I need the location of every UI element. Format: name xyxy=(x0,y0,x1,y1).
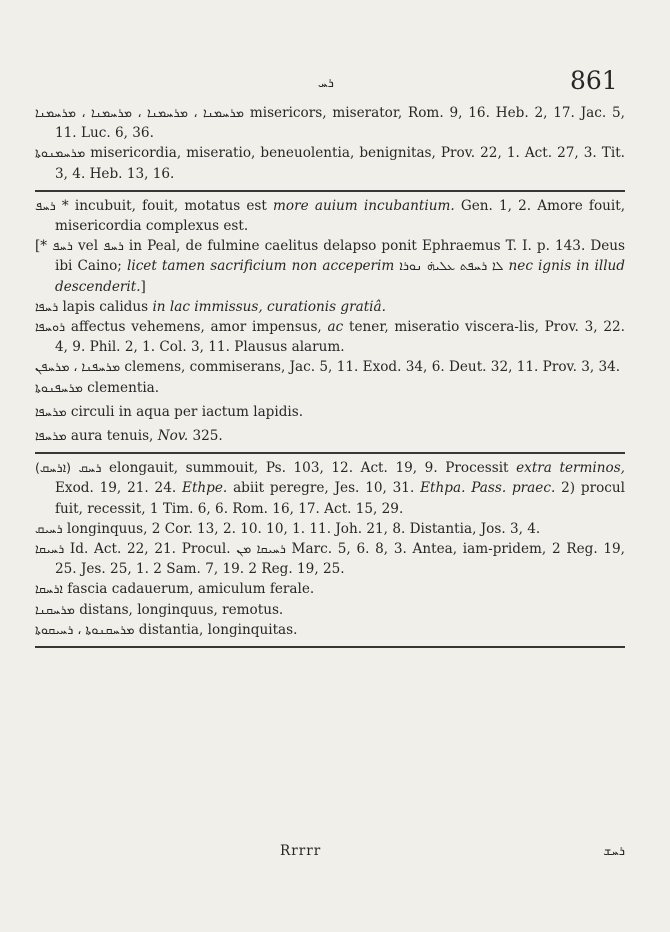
entry-definition: aura tenuis, xyxy=(66,428,158,445)
syriac-headword: ܪܘܚܦܐ xyxy=(35,319,66,335)
note-italic: nec ignis in illud descenderit. xyxy=(55,258,625,295)
entry-italic: Nov. xyxy=(157,428,189,445)
syriac-headword: ܡܪܚܦܢܘܬܐ xyxy=(35,379,83,395)
syriac-word: ܪܚܝܩܐ ܡܢ xyxy=(236,541,286,557)
entry-distantia xyxy=(35,620,625,640)
entry-definition: circuli in aqua per iactum lapidis. xyxy=(66,403,304,420)
page-number: 861 xyxy=(570,66,618,95)
syriac-headword: ܪܚܦ xyxy=(35,197,56,213)
entry-fascia xyxy=(35,579,625,599)
entry-italic: Ethpe. xyxy=(182,480,228,497)
catchword: ܪܚܫ xyxy=(603,843,625,858)
entry-note-ephraemus xyxy=(35,236,625,297)
entry-definition-cont: 325. xyxy=(188,428,223,445)
entry-definition-cont: Exod. 19, 21. 24. xyxy=(55,480,183,497)
entry-procul xyxy=(35,539,625,579)
syriac-headword: ܡܪܚܦܐ xyxy=(35,428,67,444)
entry-definition-cont: Gen. 1, 2. Amore fouit, misericordia complexus est. xyxy=(55,197,626,235)
entry-definition: distantia, longinquitas. xyxy=(134,621,298,638)
syriac-headword: ܡܪܚܩܢܘܬܐ ، ܪܚܝܩܘܬܐ xyxy=(35,621,135,637)
entry-definition: elongauit, summouit, Ps. 103, 12. Act. 19, 9. Processit xyxy=(101,460,517,477)
syriac-headword: ܡܪܚܦܐ xyxy=(35,403,67,419)
entry-italic: extra terminos, xyxy=(516,460,625,477)
entry-definition: affectus vehemens, amor impensus, xyxy=(65,319,328,336)
syriac-headword: ܪܚܝܩܐ xyxy=(35,541,65,557)
entry-italic: in lac immissus, curationis gratiâ. xyxy=(152,298,386,315)
syriac-word: ܪܚܦ xyxy=(52,238,73,254)
entry-definition: lapis calidus xyxy=(58,298,153,315)
page-content xyxy=(35,103,625,652)
entry-italic: Ethpa. Pass. praec. xyxy=(420,480,556,497)
entry-definition: fascia cadauerum, amiculum ferale. xyxy=(62,581,315,598)
syriac-word: ܪܚܦ xyxy=(103,238,124,254)
signature-mark: Rrrrr xyxy=(280,843,322,859)
running-header: ܪܚ xyxy=(318,75,334,90)
entry-distans xyxy=(35,600,625,620)
entry-definition: distans, longinquus, remotus. xyxy=(74,601,284,618)
syriac-headword: ܐܪܚܩܐ xyxy=(35,581,63,597)
note-open: [* xyxy=(35,238,53,255)
note-text: vel xyxy=(72,238,104,255)
entry-definition-cont: Marc. 5, 6. 8, 3. Antea, iam-pridem, 2 Reg. 19, 25. Jes. 25, 1. 2 Sam. 7, 19. 2 Reg. 19, 25. xyxy=(55,541,625,578)
note-italic: licet tamen sacrificium non acceperim xyxy=(127,258,395,275)
entry-lapis-calidus xyxy=(35,297,625,317)
syriac-headword: ܡܪܚܡܢܘܬܐ xyxy=(35,145,86,161)
entry-definition-cont: 2) procul fuit, recessit, 1 Tim. 6, 6. Rom. 16, 17. Act. 15, 29. xyxy=(55,480,626,517)
entry-definition: longinquus, 2 Cor. 13, 2. 10. 10, 1. 11. Joh. 21, 8. Distantia, Jos. 3, 4. xyxy=(62,520,541,537)
entry-definition: misericordia, miseratio, beneuolentia, benignitas, Prov. 22, 1. Act. 27, 3. Tit. 3, 4. Heb. 13, 16. xyxy=(55,145,625,182)
entry-longinquus xyxy=(35,519,625,539)
section-divider xyxy=(35,646,625,648)
entry-misericordia xyxy=(35,143,625,183)
entry-italic: more auium incubantium. xyxy=(273,197,455,214)
syriac-headword: ܡܪܚܦܢܐ ، ܡܪܚܦܢ xyxy=(35,359,121,375)
entry-circuli xyxy=(35,402,625,422)
entry-definition: misericors, miserator, Rom. 9, 16. Heb. 2, 17. Jac. 5, 11. Luc. 6, 36. xyxy=(55,105,625,142)
entry-incubuit xyxy=(35,196,625,236)
entry-italic: ac xyxy=(327,319,344,336)
syriac-headword: ܪܚܩ xyxy=(78,460,102,476)
entry-affectus xyxy=(35,317,625,357)
syriac-headword: ܡܪܚܡܢܐ ، ܡܪܚܡܢܐ ، ܡܪܚܡܢܐ ، ܡܪܚܡܢܐ xyxy=(35,105,244,120)
entry-definition: clemens, commiserans, Jac. 5, 11. Exod. 34, 6. Deut. 32, 11. Prov. 3, 34. xyxy=(120,359,621,376)
syriac-headword: (ܐܪܚܩ) xyxy=(35,460,72,476)
entry-aura-tenuis xyxy=(35,426,625,446)
entry-definition: * incubuit, fouit, motatus est xyxy=(61,197,274,214)
entry-definition: Id. Act. 22, 21. Procul. xyxy=(64,541,237,558)
note-close: ] xyxy=(140,278,146,295)
entry-elongauit xyxy=(35,458,625,519)
note-text: in Peal, de fulmine caelitus delapso ponit Ephraemus T. I. p. 143. Deus ibi Caino; xyxy=(55,238,626,275)
syriac-headword: ܪܚܦܐ xyxy=(35,298,59,314)
section-divider xyxy=(35,452,625,454)
syriac-quote: ܠܐ ܪܚܦܬ ܥܠܝܗ̇ ܢܘܪܐ xyxy=(399,258,504,274)
entry-clementia xyxy=(35,378,625,398)
entry-definition: clementia. xyxy=(82,379,160,396)
syriac-headword: ܪܚܝܩ xyxy=(35,520,63,536)
entry-definition-cont: tener, miseratio viscera-lis, Prov. 3, 22. 4, 9. Phil. 2, 1. Col. 3, 11. Plausus alarum. xyxy=(55,319,625,356)
entry-misericors xyxy=(35,103,625,143)
syriac-headword: ܡܪܚܩܢܐ xyxy=(35,601,75,617)
entry-clemens xyxy=(35,357,625,377)
section-divider xyxy=(35,190,625,192)
entry-definition-cont: abiit peregre, Jes. 10, 31. xyxy=(227,480,421,497)
